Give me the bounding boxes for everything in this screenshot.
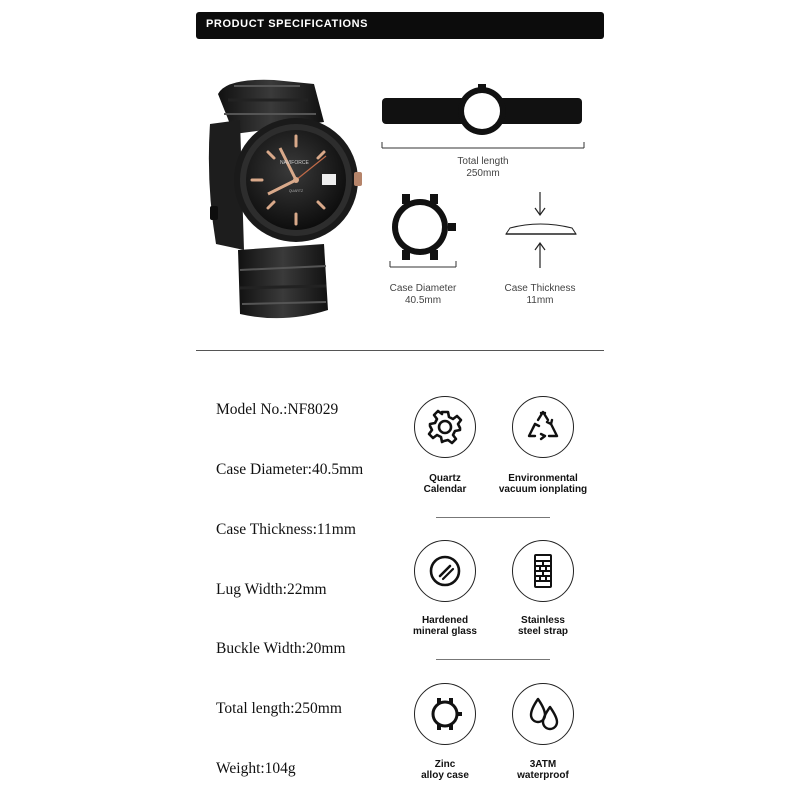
case-diameter-caption [363,283,483,307]
feature-mineral-glass [414,540,476,602]
feature-label-line: steel strap [517,626,569,637]
water-drop-icon [524,695,562,733]
case-thickness-diagram [502,190,582,270]
spec-case-thickness: Case Thickness:11mm [216,521,356,538]
section-title: PRODUCT SPECIFICATIONS [206,18,369,30]
recycle-icon [524,408,562,446]
dial-text: QUARTZ [288,189,304,193]
case-diameter-diagram [386,190,462,270]
feature-label-line: Stainless [521,615,565,626]
feature-divider [436,659,550,660]
total-length-caption [423,156,543,180]
feature-steel-strap-label [483,615,603,637]
strap-icon [524,552,562,590]
brand-text: NAVIFORCE [280,160,309,166]
feature-zinc-case [414,683,476,745]
case-icon [426,695,464,733]
case-thickness-label: Case Thickness [504,283,576,294]
case-thickness-caption [480,283,600,307]
section-divider [196,350,604,351]
spec-lug-width: Lug Width:22mm [216,581,327,598]
feature-label-line: vacuum ionplating [498,484,588,495]
feature-steel-strap [512,540,574,602]
section-header-banner [196,12,604,39]
case-thickness-value: 11mm [526,295,554,306]
case-diameter-label: Case Diameter [389,283,457,294]
spec-buckle-width: Buckle Width:20mm [216,640,346,657]
gear-icon [426,408,464,446]
feature-label-line: Hardened [421,615,469,626]
spec-model-no: Model No.:NF8029 [216,401,339,418]
watch-product-image [204,74,364,322]
glass-icon [426,552,464,590]
feature-label-line: 3ATM [529,759,557,770]
feature-vacuum-ionplating-label [483,473,603,495]
feature-label-line: mineral glass [413,626,477,637]
feature-vacuum-ionplating [512,396,574,458]
spec-total-length: Total length:250mm [216,700,342,717]
spec-weight: Weight:104g [216,760,296,777]
feature-label-line: alloy case [421,770,469,781]
feature-quartz-calendar [414,396,476,458]
feature-waterproof-label [483,759,603,781]
feature-label-line: Quartz [429,473,461,484]
feature-label-line: Calendar [423,484,467,495]
case-diameter-value: 40.5mm [404,295,442,306]
feature-label-line: waterproof [517,770,569,781]
total-length-label: Total length [457,156,509,167]
feature-label-line: Environmental [508,473,578,484]
spec-case-diameter: Case Diameter:40.5mm [216,461,364,478]
feature-divider [436,517,550,518]
feature-waterproof [512,683,574,745]
total-length-value: 250mm [466,168,500,179]
strap-length-diagram [378,84,588,154]
feature-label-line: Zinc [434,759,456,770]
